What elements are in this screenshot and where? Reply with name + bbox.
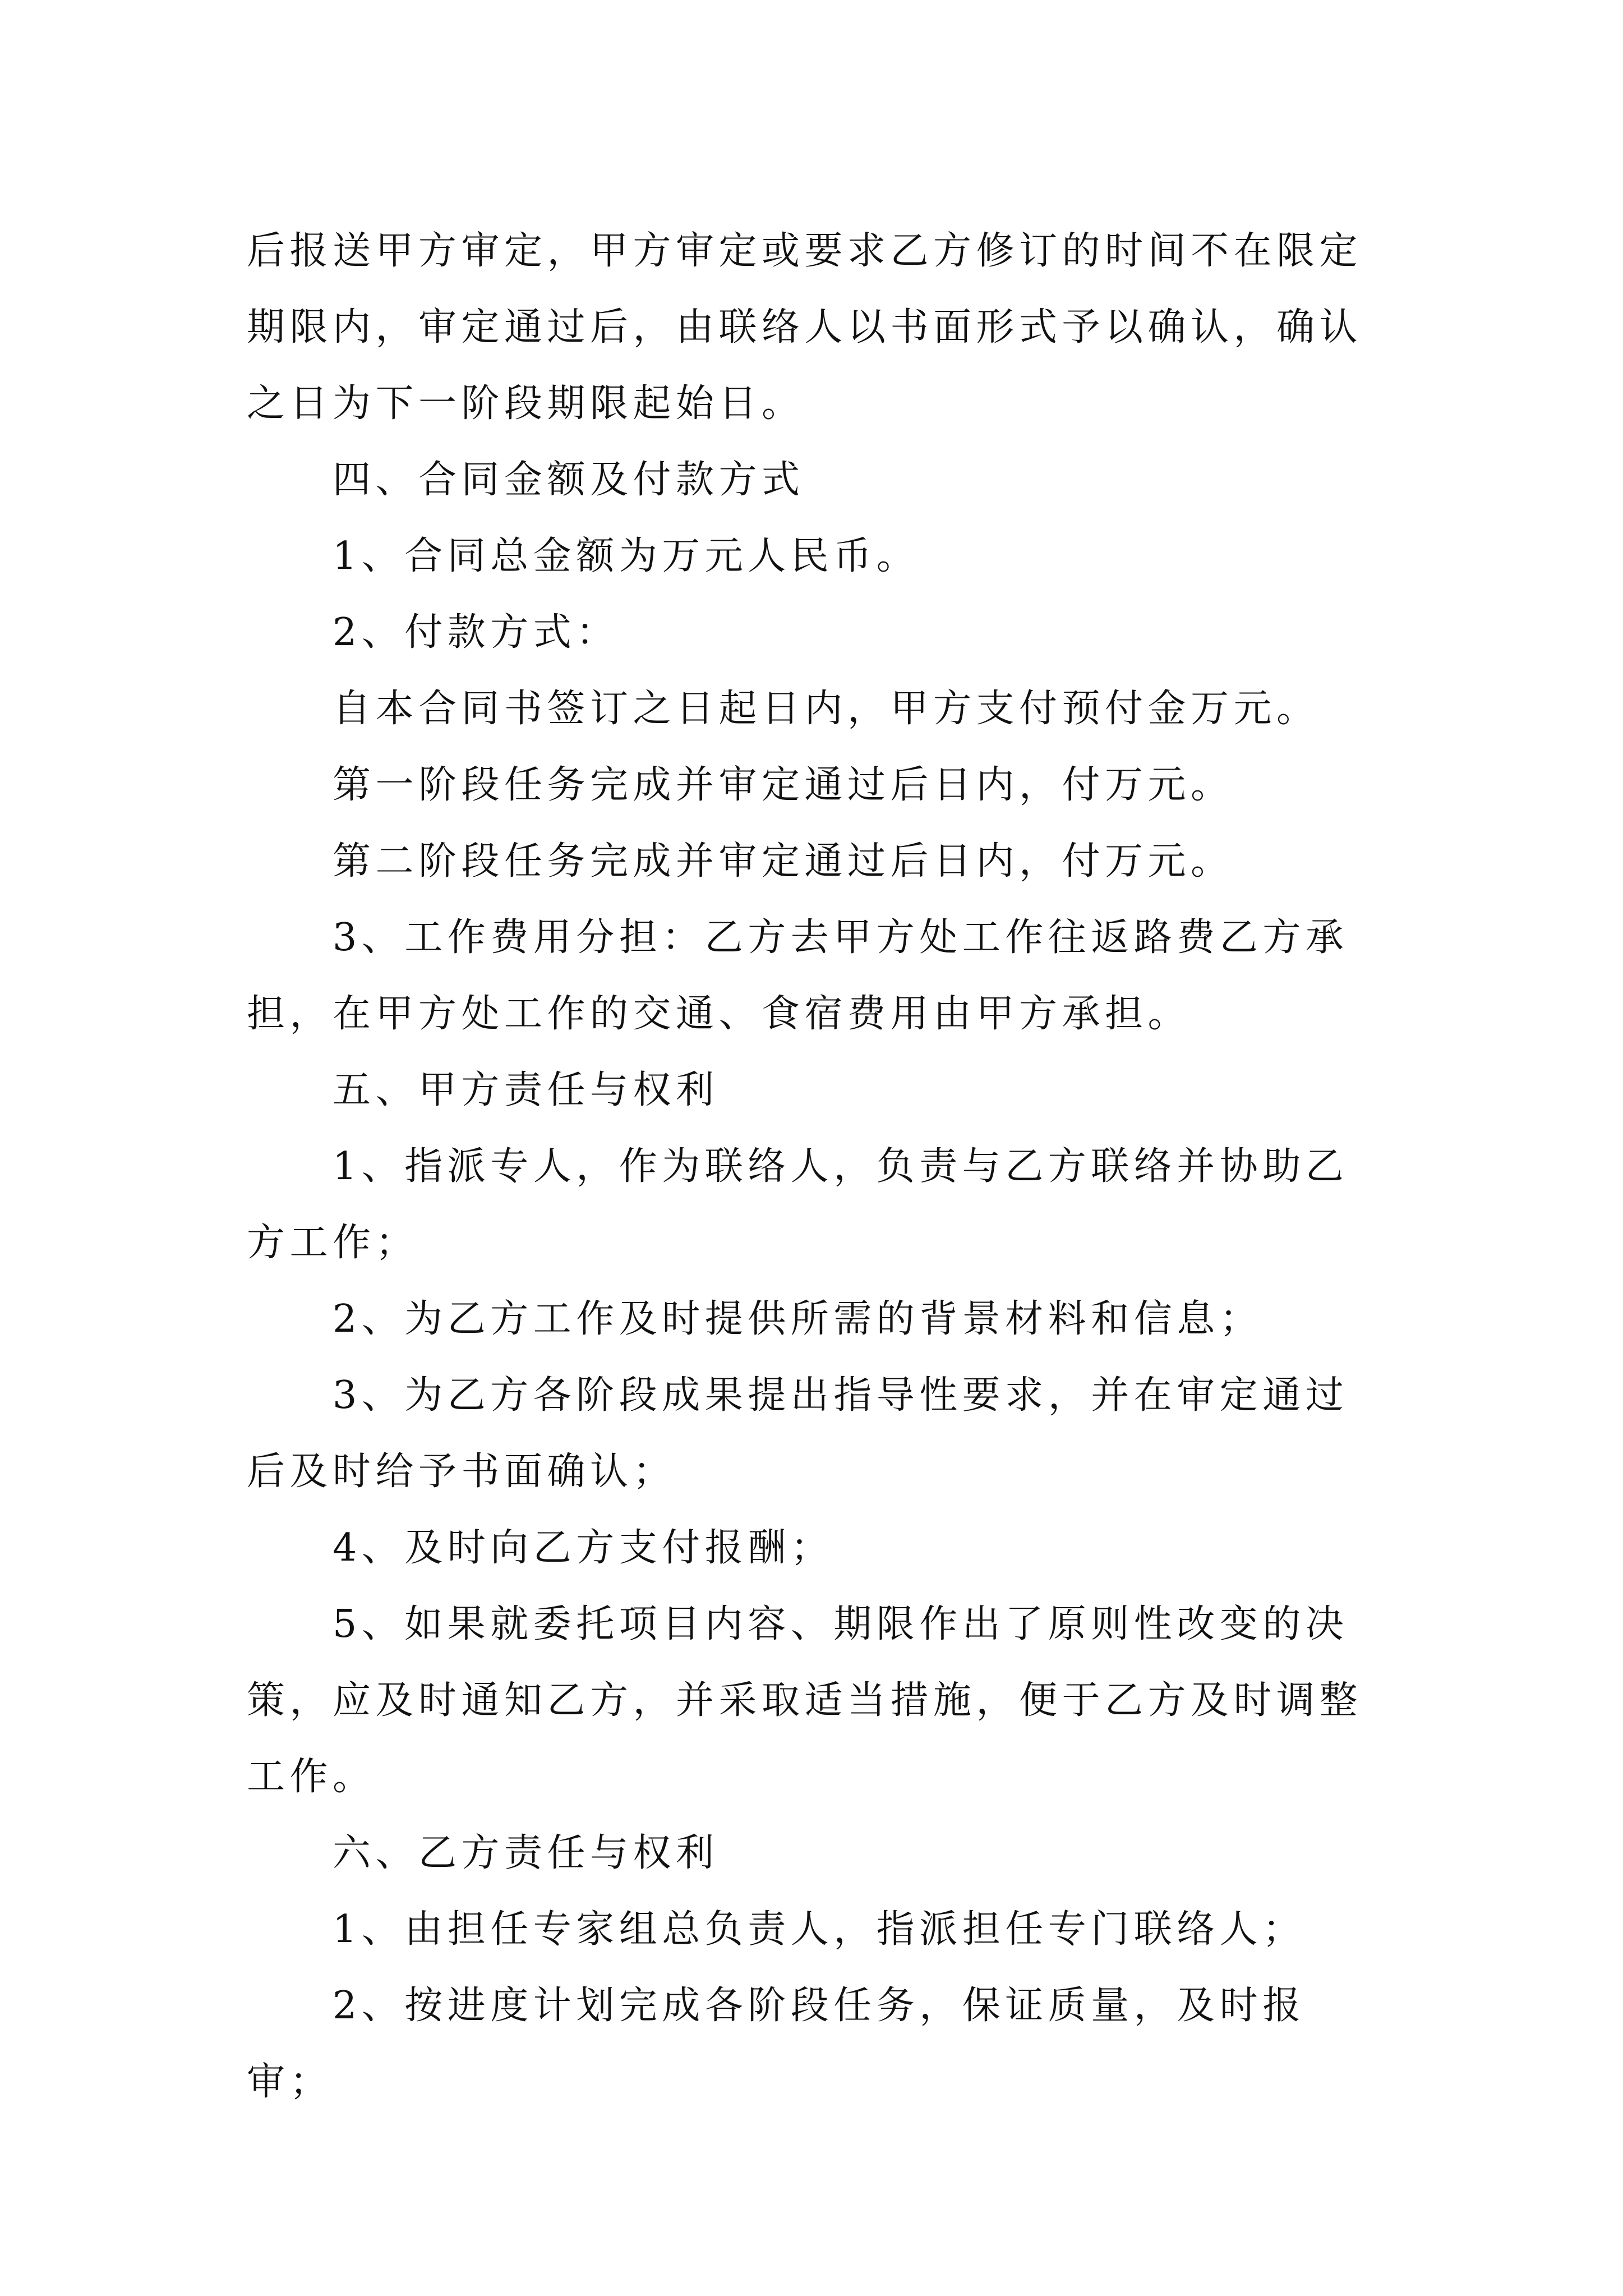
paragraph-party-a-item-2: 2、为乙方工作及时提供所需的背景材料和信息； xyxy=(333,1297,1263,1341)
paragraph-party-b-item-1: 1、由担任专家组总负责人，指派担任专门联络人； xyxy=(333,1907,1306,1952)
paragraph-review-continuation: 后报送甲方审定，甲方审定或要求乙方修订的时间不在限定期限内，审定通过后，由联络人以书面形式予以确认，确认之日为下一阶段期限起始日。 xyxy=(247,229,1363,426)
paragraph-total-amount: 1、合同总金额为万元人民币。 xyxy=(333,534,920,578)
document-body xyxy=(247,213,1391,2120)
heading-party-b-duties: 六、乙方责任与权利 xyxy=(333,1831,719,1875)
heading-party-a-duties: 五、甲方责任与权利 xyxy=(333,1068,719,1112)
paragraph-payment-method: 2、付款方式： xyxy=(333,610,619,655)
paragraph-cost-sharing: 3、工作费用分担：乙方去甲方处工作往返路费乙方承担，在甲方处工作的交通、食宿费用由甲方承担。 xyxy=(247,915,1349,1036)
paragraph-stage-two-payment: 第二阶段任务完成并审定通过后日内，付万元。 xyxy=(333,839,1234,884)
paragraph-party-a-item-1: 1、指派专人，作为联络人，负责与乙方联络并协助乙方工作； xyxy=(247,1144,1349,1265)
paragraph-party-a-item-4: 4、及时向乙方支付报酬； xyxy=(333,1526,834,1570)
paragraph-advance-payment: 自本合同书签订之日起日内，甲方支付预付金万元。 xyxy=(333,687,1320,731)
paragraph-stage-one-payment: 第一阶段任务完成并审定通过后日内，付万元。 xyxy=(333,763,1234,807)
paragraph-party-b-item-2: 2、按进度计划完成各阶段任务，保证质量，及时报审； xyxy=(247,1984,1306,2104)
paragraph-party-a-item-3: 3、为乙方各阶段成果提出指导性要求，并在审定通过后及时给予书面确认； xyxy=(247,1373,1349,1494)
paragraph-party-a-item-5: 5、如果就委托项目内容、期限作出了原则性改变的决策，应及时通知乙方，并采取适当措施，便于乙方及时调整工作。 xyxy=(247,1602,1363,1799)
heading-contract-amount: 四、合同金额及付款方式 xyxy=(333,458,805,502)
